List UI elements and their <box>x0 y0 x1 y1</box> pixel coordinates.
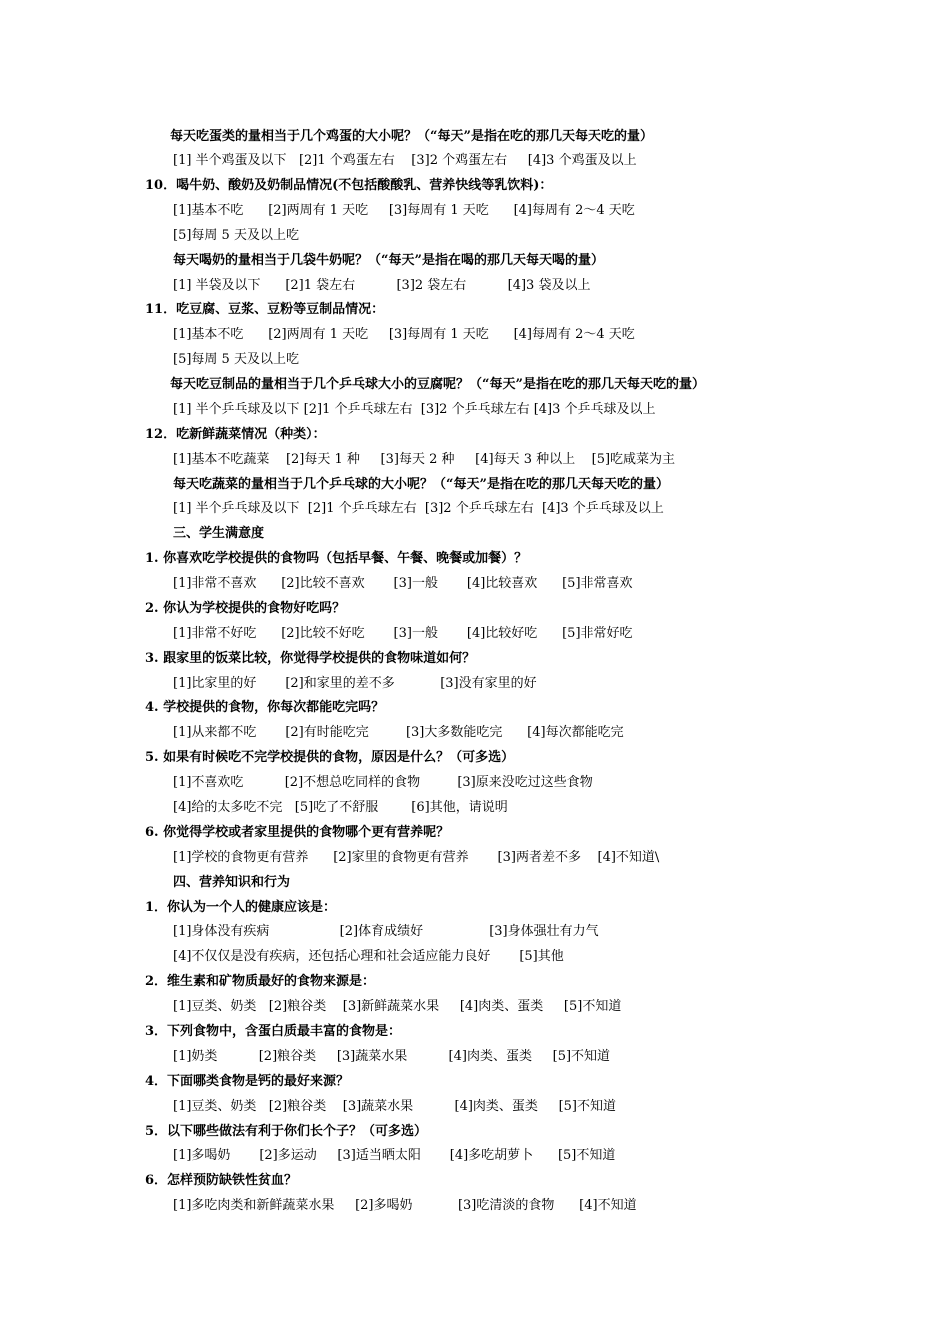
satisfaction-q3-options: [1]比家里的好 [2]和家里的差不多 [3]没有家里的好 <box>173 676 537 691</box>
q10-milk-options-extra: [5]每周 5 天及以上吃 <box>173 228 299 243</box>
satisfaction-q5: 5. 如果有时候吃不完学校提供的食物，原因是什么？（可多选） <box>145 750 515 765</box>
satisfaction-q5-options: [1]不喜欢吃 [2]不想总吃同样的食物 [3]原来没吃过这些食物 <box>173 775 593 790</box>
satisfaction-q2: 2. 你认为学校提供的食物好吃吗？ <box>145 601 346 616</box>
nutrition-q2: 2．维生素和矿物质最好的食物来源是： <box>145 974 376 989</box>
nutrition-q2-options: [1]豆类、奶类 [2]粮谷类 [3]新鲜蔬菜水果 [4]肉类、蛋类 [5]不知道 <box>173 999 622 1014</box>
nutrition-q1: 1．你认为一个人的健康应该是： <box>145 900 337 915</box>
satisfaction-q3: 3. 跟家里的饭菜比较，你觉得学校提供的食物味道如何？ <box>145 651 476 666</box>
nutrition-q6-options: [1]多吃肉类和新鲜蔬菜水果 [2]多喝奶 [3]吃清淡的食物 [4]不知道 <box>173 1198 637 1213</box>
satisfaction-q6: 6. 你觉得学校或者家里提供的食物哪个更有营养呢？ <box>145 825 450 840</box>
nutrition-q1-options-extra: [4]不仅仅是没有疾病，还包括心理和社会适应能力良好 [5]其他 <box>173 949 564 964</box>
nutrition-q3: 3．下列食物中，含蛋白质最丰富的食物是： <box>145 1024 402 1039</box>
q10-milk-options: [1]基本不吃 [2]两周有 1 天吃 [3]每周有 1 天吃 [4]每周有 2～4 天吃 <box>173 203 635 218</box>
satisfaction-q6-options: [1]学校的食物更有营养 [2]家里的食物更有营养 [3]两者差不多 [4]不知道\ <box>173 850 660 865</box>
satisfaction-q4: 4. 学校提供的食物，你每次都能吃完吗？ <box>145 700 385 715</box>
vegetable-amount-options: [1] 半个乒乓球及以下 [2]1 个乒乓球左右 [3]2 个乒乓球左右 [4]3 个乒乓球及以上 <box>173 501 664 516</box>
nutrition-q4-options: [1]豆类、奶类 [2]粮谷类 [3]蔬菜水果 [4]肉类、蛋类 [5]不知道 <box>173 1099 616 1114</box>
q11-soy-options: [1]基本不吃 [2]两周有 1 天吃 [3]每周有 1 天吃 [4]每周有 2～4 天吃 <box>173 327 635 342</box>
egg-amount-question: 每天吃蛋类的量相当于几个鸡蛋的大小呢？（“每天”是指在吃的那几天每天吃的量） <box>170 129 653 144</box>
nutrition-q4: 4．下面哪类食物是钙的最好来源？ <box>145 1074 350 1089</box>
nutrition-q1-options: [1]身体没有疾病 [2]体育成绩好 [3]身体强壮有力气 <box>173 924 599 939</box>
q11-soy-question: 11．吃豆腐、豆浆、豆粉等豆制品情况： <box>145 302 385 317</box>
milk-amount-options: [1] 半袋及以下 [2]1 袋左右 [3]2 袋左右 [4]3 袋及以上 <box>173 278 591 293</box>
soy-amount-options: [1] 半个乒乓球及以下 [2]1 个乒乓球左右 [3]2 个乒乓球左右 [4]3 个乒乓球及以上 <box>173 402 656 417</box>
satisfaction-q4-options: [1]从来都不吃 [2]有时能吃完 [3]大多数能吃完 [4]每次都能吃完 <box>173 725 624 740</box>
vegetable-amount-question: 每天吃蔬菜的量相当于几个乒乓球的大小呢？（“每天”是指在吃的那几天每天吃的量） <box>173 477 669 492</box>
milk-amount-question: 每天喝奶的量相当于几袋牛奶呢？（“每天”是指在喝的那几天每天喝的量） <box>173 253 604 268</box>
egg-amount-options: [1] 半个鸡蛋及以下 [2]1 个鸡蛋左右 [3]2 个鸡蛋左右 [4]3 个鸡蛋及以上 <box>173 153 637 168</box>
satisfaction-q1-options: [1]非常不喜欢 [2]比较不喜欢 [3]一般 [4]比较喜欢 [5]非常喜欢 <box>173 576 633 591</box>
nutrition-q5: 5．以下哪些做法有利于你们长个子？（可多选） <box>145 1124 428 1139</box>
q12-vegetable-options: [1]基本不吃蔬菜 [2]每天 1 种 [3]每天 2 种 [4]每天 3 种以上 [5]吃咸菜为主 <box>173 452 676 467</box>
satisfaction-q2-options: [1]非常不好吃 [2]比较不好吃 [3]一般 [4]比较好吃 [5]非常好吃 <box>173 626 633 641</box>
q10-milk-question: 10．喝牛奶、酸奶及奶制品情况(不包括酸酸乳、营养快线等乳饮料)： <box>145 178 553 193</box>
section-title-nutrition: 四、营养知识和行为 <box>173 875 291 890</box>
soy-amount-question: 每天吃豆制品的量相当于几个乒乓球大小的豆腐呢？（“每天”是指在吃的那几天每天吃的量） <box>170 377 705 392</box>
section-title-satisfaction: 三、学生满意度 <box>173 526 265 541</box>
nutrition-q3-options: [1]奶类 [2]粮谷类 [3]蔬菜水果 [4]肉类、蛋类 [5]不知道 <box>173 1049 611 1064</box>
q11-soy-options-extra: [5]每周 5 天及以上吃 <box>173 352 299 367</box>
satisfaction-q5-options-extra: [4]给的太多吃不完 [5]吃了不舒服 [6]其他，请说明 <box>173 800 508 815</box>
satisfaction-q1: 1. 你喜欢吃学校提供的食物吗（包括早餐、午餐、晚餐或加餐）？ <box>145 551 528 566</box>
q12-vegetable-question: 12．吃新鲜蔬菜情况（种类）： <box>145 427 326 442</box>
nutrition-q5-options: [1]多喝奶 [2]多运动 [3]适当晒太阳 [4]多吃胡萝卜 [5]不知道 <box>173 1148 616 1163</box>
nutrition-q6: 6．怎样预防缺铁性贫血？ <box>145 1173 298 1188</box>
